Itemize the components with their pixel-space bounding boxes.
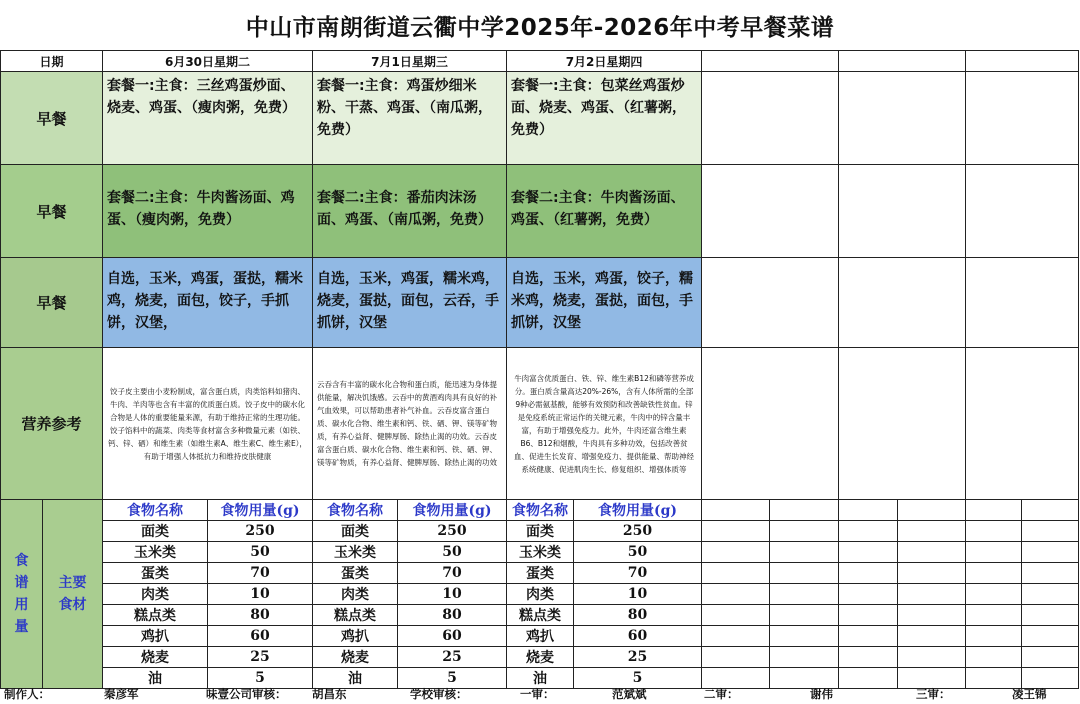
food-qty: 250 (398, 521, 507, 542)
empty-cell (1022, 500, 1079, 521)
food-name: 蛋类 (507, 563, 574, 584)
meal-cell: 自选，玉米，鸡蛋，蛋挞，糯米鸡，烧麦，面包，饺子，手抓饼，汉堡， (103, 258, 313, 348)
empty-cell (702, 647, 770, 668)
food-qty: 80 (398, 605, 507, 626)
empty-cell (966, 563, 1022, 584)
company-review-label: 味壹公司审核： (206, 687, 287, 701)
food-qty: 25 (574, 647, 702, 668)
meal-row-label: 早餐 (1, 258, 103, 348)
food-name: 油 (313, 668, 398, 689)
food-qty: 70 (208, 563, 313, 584)
empty-cell (702, 165, 839, 258)
col-food-name: 食物名称 (313, 500, 398, 521)
company-review-name: 胡昌东 (312, 687, 347, 701)
empty-cell (770, 584, 839, 605)
nutrition-row (1, 348, 1079, 500)
empty-cell (839, 258, 966, 348)
empty-cell (1022, 563, 1079, 584)
empty-cell (702, 72, 839, 165)
empty-cell (839, 165, 966, 258)
table-row (1, 521, 1079, 542)
meal-row-2 (1, 165, 1079, 258)
meal-cell: 套餐二:主食：番茄肉沫汤面、鸡蛋、（南瓜粥，免费） (313, 165, 507, 258)
empty-cell (1022, 605, 1079, 626)
empty-cell (898, 500, 966, 521)
empty-cell (966, 626, 1022, 647)
school-review-label: 学校审核： (410, 687, 468, 701)
food-name: 玉米类 (103, 542, 208, 563)
food-name: 玉米类 (507, 542, 574, 563)
empty-cell (1022, 626, 1079, 647)
food-qty: 250 (574, 521, 702, 542)
empty-cell (839, 72, 966, 165)
meal-row-3 (1, 258, 1079, 348)
empty-header-cell (839, 51, 966, 72)
table-row (1, 626, 1079, 647)
empty-cell (839, 563, 898, 584)
empty-cell (839, 647, 898, 668)
meal-cell: 套餐一:主食：包菜丝鸡蛋炒面、烧麦、鸡蛋、（红薯粥，免费） (507, 72, 702, 165)
food-name: 油 (103, 668, 208, 689)
empty-cell (770, 521, 839, 542)
food-qty: 50 (574, 542, 702, 563)
food-qty: 60 (208, 626, 313, 647)
food-name: 面类 (313, 521, 398, 542)
empty-cell (966, 542, 1022, 563)
table-row (1, 584, 1079, 605)
maker-label: 制作人： (4, 687, 50, 701)
nutrition-label: 营养参考 (1, 348, 103, 500)
empty-cell (966, 584, 1022, 605)
empty-cell (770, 605, 839, 626)
second-review-name: 谢伟 (810, 687, 833, 701)
empty-cell (898, 521, 966, 542)
food-qty: 60 (574, 626, 702, 647)
empty-cell (839, 626, 898, 647)
empty-cell (898, 626, 966, 647)
meal-cell: 自选，玉米，鸡蛋，糯米鸡，烧麦，蛋挞，面包，云吞，手抓饼，汉堡 (313, 258, 507, 348)
meal-cell: 套餐一:主食：鸡蛋炒细米粉、干蒸、鸡蛋、（南瓜粥，免费） (313, 72, 507, 165)
nutrition-text: 牛肉富含优质蛋白、铁、锌、维生素B12和磷等营养成分。蛋白质含量高达20%-26%，含有人体所需的全部9种必需氨基酸，能够有效预防和改善缺铁性贫血。锌是免疫系统正常运作的关键元素，牛肉中的锌含量丰富，有助于增强免疫力。此外，牛肉还富含维生素B6、B12和烟酸，牛肉具有多种功效，包括改善贫血、促进生长发育、增强免疫力、提供能量、帮助神经系统健康、促进肌肉生长、修复组织、增强体质等 (507, 348, 702, 500)
day-header-3: 7月2日星期四 (507, 51, 702, 72)
empty-cell (839, 605, 898, 626)
empty-cell (966, 258, 1079, 348)
empty-cell (702, 626, 770, 647)
food-qty: 50 (208, 542, 313, 563)
third-review-name: 凌王锦 (1012, 687, 1047, 701)
food-name: 面类 (103, 521, 208, 542)
food-qty: 80 (574, 605, 702, 626)
food-qty: 25 (398, 647, 507, 668)
food-name: 油 (507, 668, 574, 689)
food-name: 面类 (507, 521, 574, 542)
empty-cell (702, 605, 770, 626)
col-food-name: 食物名称 (103, 500, 208, 521)
empty-cell (1022, 647, 1079, 668)
empty-cell (898, 584, 966, 605)
empty-cell (839, 542, 898, 563)
food-name: 鸡扒 (103, 626, 208, 647)
empty-cell (770, 647, 839, 668)
food-name: 烧麦 (507, 647, 574, 668)
empty-cell (702, 348, 839, 500)
food-qty: 25 (208, 647, 313, 668)
first-review-name: 范斌斌 (612, 687, 647, 701)
meal-row-label: 早餐 (1, 72, 103, 165)
food-name: 糕点类 (313, 605, 398, 626)
empty-cell (770, 500, 839, 521)
food-name: 烧麦 (103, 647, 208, 668)
day-header-1: 6月30日星期二 (103, 51, 313, 72)
empty-cell (702, 584, 770, 605)
empty-cell (702, 258, 839, 348)
food-qty: 10 (574, 584, 702, 605)
table-row (1, 605, 1079, 626)
empty-cell (839, 348, 966, 500)
nutrition-text: 饺子皮主要由小麦粉制成，富含蛋白质，肉类馅料如猪肉、牛肉、羊肉等也含有丰富的优质蛋白质。饺子皮中的碳水化合物是人体的重要能量来源，有助于维持正常的生理功能。饺子馅料中的蔬菜、肉类等食材富含多种微量元素（如铁、钙、锌、硒）和维生素（如维生素A、维生素C、维生素E），有助于增强人体抵抗力和维持皮肤健康 (103, 348, 313, 500)
empty-cell (898, 605, 966, 626)
food-qty: 10 (208, 584, 313, 605)
meal-cell: 套餐二:主食：牛肉酱汤面、鸡蛋、（瘦肉粥，免费） (103, 165, 313, 258)
empty-cell (898, 647, 966, 668)
day-header-2: 7月1日星期三 (313, 51, 507, 72)
col-food-qty: 食物用量(g) (208, 500, 313, 521)
food-qty: 70 (574, 563, 702, 584)
food-qty: 50 (398, 542, 507, 563)
empty-cell (1022, 521, 1079, 542)
meal-row-1 (1, 72, 1079, 165)
empty-cell (770, 542, 839, 563)
empty-cell (966, 165, 1079, 258)
main-ingredients-text: 主要食材 (58, 575, 87, 613)
ingredient-header-row (1, 500, 1079, 521)
empty-cell (966, 605, 1022, 626)
meal-cell: 自选，玉米，鸡蛋，饺子，糯米鸡，烧麦，蛋挞，面包，手抓饼，汉堡 (507, 258, 702, 348)
meal-cell: 套餐二:主食：牛肉酱汤面、鸡蛋、（红薯粥，免费） (507, 165, 702, 258)
col-food-name: 食物名称 (507, 500, 574, 521)
meal-cell: 套餐一:主食：三丝鸡蛋炒面、烧麦、鸡蛋、（瘦肉粥，免费） (103, 72, 313, 165)
maker-name: 秦彦军 (104, 687, 139, 701)
food-qty: 5 (574, 668, 702, 689)
signature-row (0, 683, 1080, 704)
food-name: 糕点类 (103, 605, 208, 626)
food-qty: 5 (208, 668, 313, 689)
empty-cell (898, 542, 966, 563)
empty-cell (966, 647, 1022, 668)
empty-cell (1022, 542, 1079, 563)
food-qty: 10 (398, 584, 507, 605)
empty-cell (702, 521, 770, 542)
first-review-label: 一审： (520, 687, 555, 701)
empty-cell (839, 584, 898, 605)
recipe-quantity-label (1, 500, 43, 689)
table-row (1, 647, 1079, 668)
food-qty: 60 (398, 626, 507, 647)
food-name: 蛋类 (313, 563, 398, 584)
food-name: 烧麦 (313, 647, 398, 668)
empty-cell (770, 563, 839, 584)
food-name: 糕点类 (507, 605, 574, 626)
third-review-label: 三审： (916, 687, 951, 701)
food-qty: 5 (398, 668, 507, 689)
food-name: 玉米类 (313, 542, 398, 563)
empty-cell (702, 500, 770, 521)
empty-cell (770, 626, 839, 647)
food-name: 鸡扒 (313, 626, 398, 647)
main-ingredients-label (43, 500, 103, 689)
food-name: 肉类 (313, 584, 398, 605)
empty-cell (702, 563, 770, 584)
col-food-qty: 食物用量(g) (574, 500, 702, 521)
date-header-row (1, 51, 1079, 72)
empty-header-cell (966, 51, 1079, 72)
empty-cell (966, 348, 1079, 500)
empty-cell (1022, 584, 1079, 605)
empty-cell (702, 542, 770, 563)
empty-cell (898, 563, 966, 584)
table-row (1, 542, 1079, 563)
food-name: 蛋类 (103, 563, 208, 584)
food-name: 肉类 (507, 584, 574, 605)
food-qty: 70 (398, 563, 507, 584)
second-review-label: 二审： (704, 687, 739, 701)
food-qty: 250 (208, 521, 313, 542)
empty-cell (966, 521, 1022, 542)
empty-cell (839, 521, 898, 542)
food-name: 肉类 (103, 584, 208, 605)
empty-cell (966, 72, 1079, 165)
food-qty: 80 (208, 605, 313, 626)
table-row (1, 563, 1079, 584)
recipe-quantity-text: 食谱用量 (14, 553, 29, 635)
col-food-qty: 食物用量(g) (398, 500, 507, 521)
food-name: 鸡扒 (507, 626, 574, 647)
nutrition-text: 云吞含有丰富的碳水化合物和蛋白质，能迅速为身体提供能量，解决饥饿感。云吞中的黄酒鸡肉具有良好的补气血效果，可以帮助患者补气补血。云吞皮富含蛋白质、碳水化合物、维生素和钙、铁、硒、钾、镁等矿物质，有养心益肾、健脾厚肠、除热止渴的功效。云吞皮富含蛋白质、碳水化合物、维生素和钙、铁、硒、钾、镁等矿物质，有养心益肾、健脾厚肠、除热止渴的功效 (313, 348, 507, 500)
empty-header-cell (702, 51, 839, 72)
date-label: 日期 (1, 51, 103, 72)
empty-cell (839, 500, 898, 521)
menu-table (0, 50, 1079, 689)
meal-row-label: 早餐 (1, 165, 103, 258)
page-title: 中山市南朗街道云衢中学2025年-2026年中考早餐菜谱 (245, 14, 835, 41)
empty-cell (966, 500, 1022, 521)
